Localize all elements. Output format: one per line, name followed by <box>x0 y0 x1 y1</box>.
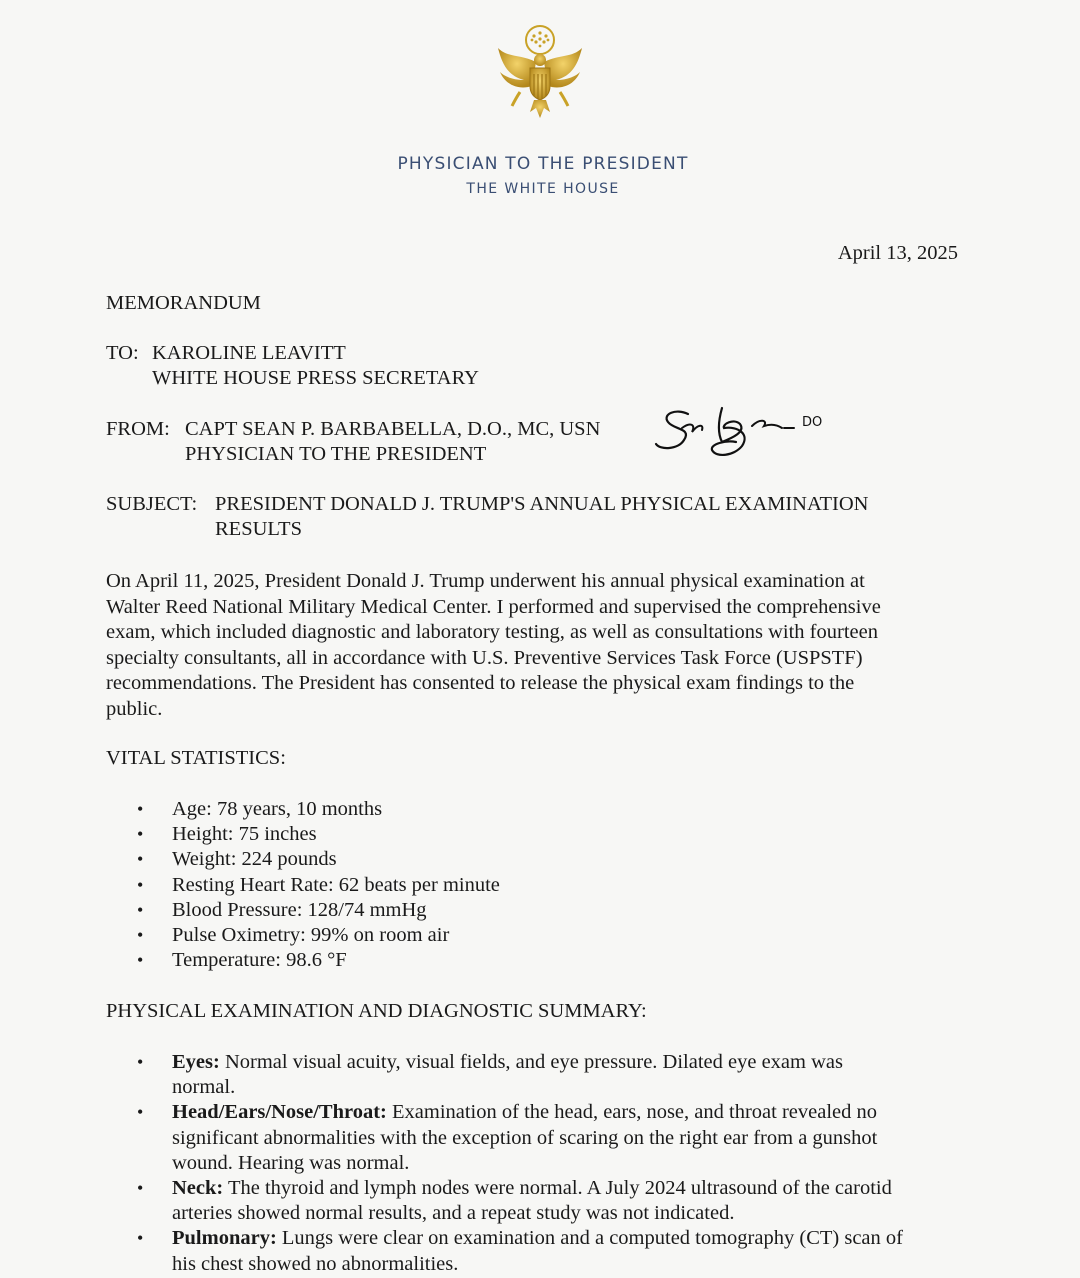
list-item: • Blood Pressure: 128/74 mmHg <box>106 898 500 923</box>
from-label: FROM: <box>106 418 170 440</box>
memo-date: April 13, 2025 <box>837 242 958 264</box>
exam-item-text: Lungs were clear on examination and a computed tomography (CT) scan of <box>276 1227 903 1250</box>
exam-item-text: significant abnormalities with the exception of scaring on the right ear from a gunshot <box>172 1126 878 1149</box>
letterhead-subtitle: THE WHITE HOUSE <box>466 181 620 197</box>
subject-line-2: RESULTS <box>215 518 302 540</box>
vitals-list <box>106 797 500 973</box>
intro-line: specialty consultants, all in accordance with U.S. Preventive Services Task Force (USPSTF) <box>106 646 863 669</box>
list-item: • Resting Heart Rate: 62 beats per minute <box>106 873 500 898</box>
exam-item-text: wound. Hearing was normal. <box>172 1151 410 1174</box>
intro-paragraph <box>106 569 986 722</box>
exam-item-label: Pulmonary: <box>172 1227 277 1250</box>
list-item: • Temperature: 98.6 °F <box>106 948 500 973</box>
intro-line: exam, which included diagnostic and laboratory testing, as well as consultations with fourteen <box>106 621 878 643</box>
to-label: TO: <box>106 342 139 364</box>
intro-line: public. <box>106 697 163 720</box>
list-item <box>106 1100 903 1176</box>
subject-line-1: PRESIDENT DONALD J. TRUMP'S ANNUAL PHYSICAL EXAMINATION <box>215 493 869 515</box>
signature-icon <box>652 404 842 464</box>
to-title: WHITE HOUSE PRESS SECRETARY <box>152 367 479 389</box>
exam-item-label: Eyes: <box>172 1051 220 1073</box>
memo-type: MEMORANDUM <box>106 292 261 314</box>
to-name: KAROLINE LEAVITT <box>152 342 346 364</box>
list-item: • Age: 78 years, 10 months <box>106 797 500 822</box>
exam-item-label: Neck: <box>172 1177 224 1200</box>
subject-label: SUBJECT: <box>106 493 198 515</box>
exam-heading: PHYSICAL EXAMINATION AND DIAGNOSTIC SUMMARY: <box>106 1000 647 1022</box>
exam-item-text: his chest showed no abnormalities. <box>172 1252 459 1275</box>
exam-item-label: Head/Ears/Nose/Throat: <box>172 1101 387 1124</box>
from-name: CAPT SEAN P. BARBABELLA, D.O., MC, USN <box>185 418 601 440</box>
exam-item-text: normal. <box>172 1076 236 1099</box>
list-item: • Height: 75 inches <box>106 822 500 847</box>
exam-item-text: Examination of the head, ears, nose, and throat revealed no <box>386 1101 877 1124</box>
exam-item-text: arteries showed normal results, and a repeat study was not indicated. <box>172 1202 735 1225</box>
list-item <box>106 1226 903 1276</box>
list-item <box>106 1050 903 1100</box>
from-title: PHYSICIAN TO THE PRESIDENT <box>185 443 487 465</box>
intro-line: On April 11, 2025, President Donald J. Trump underwent his annual physical examination at <box>106 570 865 592</box>
signature-suffix: DO <box>802 415 823 430</box>
exam-item-text: Normal visual acuity, visual fields, and eye pressure. Dilated eye exam was <box>219 1051 843 1073</box>
list-item: • Weight: 224 pounds <box>106 847 500 872</box>
exam-item-text: The thyroid and lymph nodes were normal. A July 2024 ultrasound of the carotid <box>223 1177 892 1200</box>
list-item: • Pulse Oximetry: 99% on room air <box>106 923 500 948</box>
exam-list <box>106 1050 903 1277</box>
list-item <box>106 1176 903 1226</box>
vitals-heading: VITAL STATISTICS: <box>106 747 286 769</box>
presidential-seal-icon <box>490 18 590 120</box>
letterhead-title: PHYSICIAN TO THE PRESIDENT <box>397 154 689 174</box>
intro-line: recommendations. The President has consented to release the physical exam findings to the <box>106 672 855 694</box>
intro-line: Walter Reed National Military Medical Center. I performed and supervised the comprehensive <box>106 595 881 618</box>
